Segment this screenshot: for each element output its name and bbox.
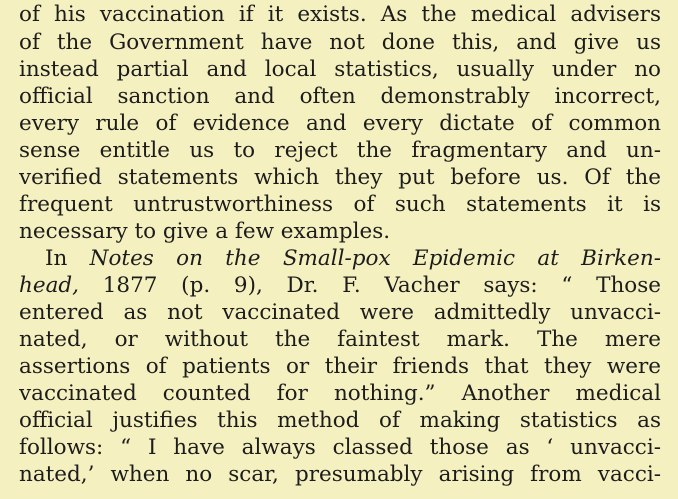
text-line-4: official sanction and often demonstrably incorrect, bbox=[19, 84, 661, 109]
text-line-17: follows: “ I have always classed those as ‘ unvacci- bbox=[19, 435, 661, 460]
text-line-16: official justifies this method of making statistics as bbox=[19, 408, 661, 433]
text-line-13: nated, or without the faintest mark. The mere bbox=[19, 327, 661, 352]
line-11-rest: 1877 (p. 9), Dr. F. Vacher says: “ Those bbox=[79, 273, 661, 298]
text-line-14: assertions of patients or their friends that they were bbox=[19, 354, 661, 379]
text-line-2: of the Government have not done this, and give us bbox=[19, 30, 661, 55]
text-line-3: instead partial and local statistics, usually under no bbox=[19, 57, 661, 82]
book-title-part-2: head, bbox=[19, 273, 79, 298]
text-line-8: frequent untrustworthiness of such statements it is bbox=[19, 192, 661, 217]
text-line-18: nated,’ when no scar, presumably arising from vacci- bbox=[19, 462, 661, 487]
text-line-15: vaccinated counted for nothing.” Another medical bbox=[19, 381, 661, 406]
text-line-7: verified statements which they put before us. Of the bbox=[19, 165, 661, 190]
line-10-lead: In bbox=[45, 246, 90, 271]
text-line-5: every rule of evidence and every dictate of common bbox=[19, 111, 661, 136]
text-line-9: necessary to give a few examples. bbox=[19, 219, 391, 244]
text-line-6: sense entitle us to reject the fragmentary and un- bbox=[19, 138, 661, 163]
book-title-part-1: Notes on the Small-pox Epidemic at Birken- bbox=[89, 246, 661, 271]
text-line-12: entered as not vaccinated were admittedly unvacci- bbox=[19, 300, 661, 325]
text-line-1: of his vaccination if it exists. As the medical advisers bbox=[19, 2, 661, 27]
